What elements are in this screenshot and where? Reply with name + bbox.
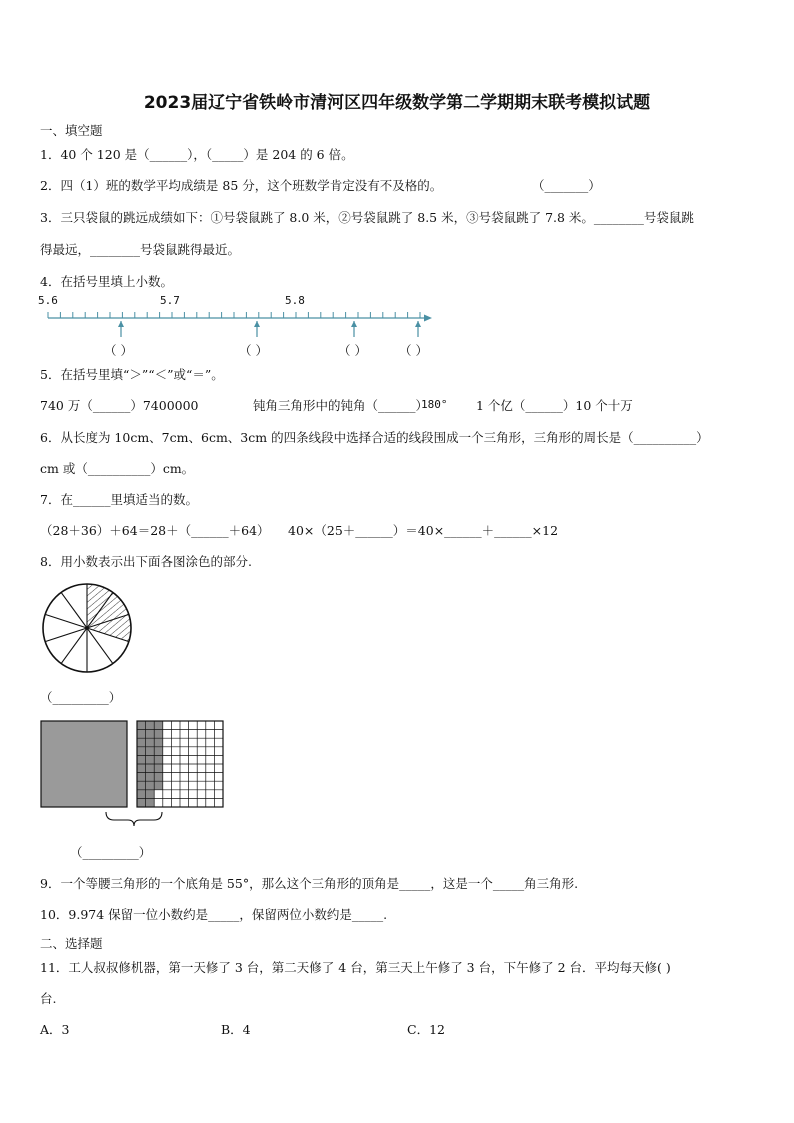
section-fill-blank: 一、填空题 — [40, 123, 103, 138]
grid-shaded-cell — [154, 730, 163, 739]
question-2: 2．四（1）班的数学平均成绩是 85 分，这个班数学肯定没有不及格的。 — [40, 178, 443, 193]
grid-shaded-cell — [137, 738, 146, 747]
question-7a: （28＋36）＋64＝28＋（______＋64） — [40, 523, 270, 538]
grid-shaded-cell — [154, 755, 163, 764]
grid-shaded-cell — [137, 747, 146, 756]
section-multiple-choice: 二、选择题 — [40, 936, 103, 951]
question-8-blank-1: （_________） — [40, 690, 122, 705]
grid-shaded-cell — [146, 773, 155, 782]
question-6-line1: 6．从长度为 10cm、7cm、6cm、3cm 的四条线段中选择合适的线段围成一个三角形，三角形的周长是（__________） — [40, 430, 709, 445]
question-8-blank-2: （_________） — [70, 845, 152, 860]
grid-shaded-cell — [137, 764, 146, 773]
grid-shaded-cell — [154, 781, 163, 790]
option-a[interactable]: A．3 — [40, 1022, 70, 1037]
grid-shaded-cell — [146, 764, 155, 773]
grid-shaded-cell — [154, 747, 163, 756]
grid-shaded-cell — [146, 790, 155, 799]
grid-shaded-cell — [154, 773, 163, 782]
question-1: 1．40 个 120 是（______），（_____）是 204 的 6 倍。 — [40, 147, 354, 162]
question-8: 8．用小数表示出下面各图涂色的部分. — [40, 554, 252, 569]
question-5b-degree: 180° — [421, 398, 448, 411]
grid-shaded-cell — [154, 764, 163, 773]
grid-shaded-cell — [154, 738, 163, 747]
grid-shaded-cell — [146, 781, 155, 790]
question-3-line2: 得最远，________号袋鼠跳得最近。 — [40, 242, 241, 257]
grid-shaded-cell — [137, 721, 146, 730]
question-2-blank: （_______） — [532, 178, 601, 193]
question-10: 10．9.974 保留一位小数约是_____，保留两位小数约是_____. — [40, 907, 388, 922]
question-5c: 1 个亿（______）10 个十万 — [476, 398, 633, 413]
grid-shaded-cell — [146, 738, 155, 747]
grid-shaded-cell — [146, 730, 155, 739]
question-5: 5．在括号里填“＞”“＜”或“＝”。 — [40, 367, 224, 382]
grid-shaded-cell — [137, 773, 146, 782]
numberline-blank-1: （ ） — [104, 343, 133, 358]
numberline-label-1: 5.6 — [38, 294, 58, 307]
option-b[interactable]: B．4 — [221, 1022, 251, 1037]
grid-shaded-cell — [146, 798, 155, 807]
numberline-label-2: 5.7 — [160, 294, 180, 307]
page-title: 2023届辽宁省铁岭市清河区四年级数学第二学期期末联考模拟试题 — [143, 93, 651, 113]
full-shaded-square — [41, 721, 127, 807]
option-c[interactable]: C．12 — [407, 1022, 445, 1037]
question-3-line1: 3．三只袋鼠的跳远成绩如下：①号袋鼠跳了 8.0 米，②号袋鼠跳了 8.5 米，③号袋鼠跳了 7.8 米。________号袋鼠跳 — [40, 210, 694, 225]
numberline-blank-3: （ ） — [338, 343, 367, 358]
grid-shaded-cell — [137, 790, 146, 799]
question-7b: 40×（25＋______）＝40×______＋______×12 — [288, 523, 559, 538]
grid-shaded-cell — [137, 730, 146, 739]
question-7: 7．在______里填适当的数。 — [40, 492, 198, 507]
numberline-blank-4: （ ） — [399, 343, 428, 358]
question-5b: 钝角三角形中的钝角（______） — [253, 398, 429, 413]
grid-shaded-cell — [146, 755, 155, 764]
question-9: 9．一个等腰三角形的一个底角是 55°，那么这个三角形的顶角是_____，这是一个_____角三角形. — [40, 876, 579, 891]
grid-shaded-cell — [137, 755, 146, 764]
question-11-line2: 台. — [40, 991, 57, 1006]
grid-shaded-cell — [146, 721, 155, 730]
question-5a: 740 万（______）7400000 — [40, 398, 199, 413]
grid-shaded-cell — [137, 781, 146, 790]
grid-shaded-cell — [146, 747, 155, 756]
question-4: 4．在括号里填上小数。 — [40, 274, 173, 289]
grid-shaded-cell — [154, 721, 163, 730]
brace — [106, 812, 162, 826]
numberline-label-3: 5.8 — [285, 294, 305, 307]
numberline-blank-2: （ ） — [239, 343, 268, 358]
question-11-line1: 11．工人叔叔修机器，第一天修了 3 台，第二天修了 4 台，第三天上午修了 3 台，下午修了 2 台．平均每天修( ) — [40, 960, 671, 975]
grid-shaded-cell — [137, 798, 146, 807]
question-6-line2: cm 或（__________）cm。 — [40, 461, 195, 476]
